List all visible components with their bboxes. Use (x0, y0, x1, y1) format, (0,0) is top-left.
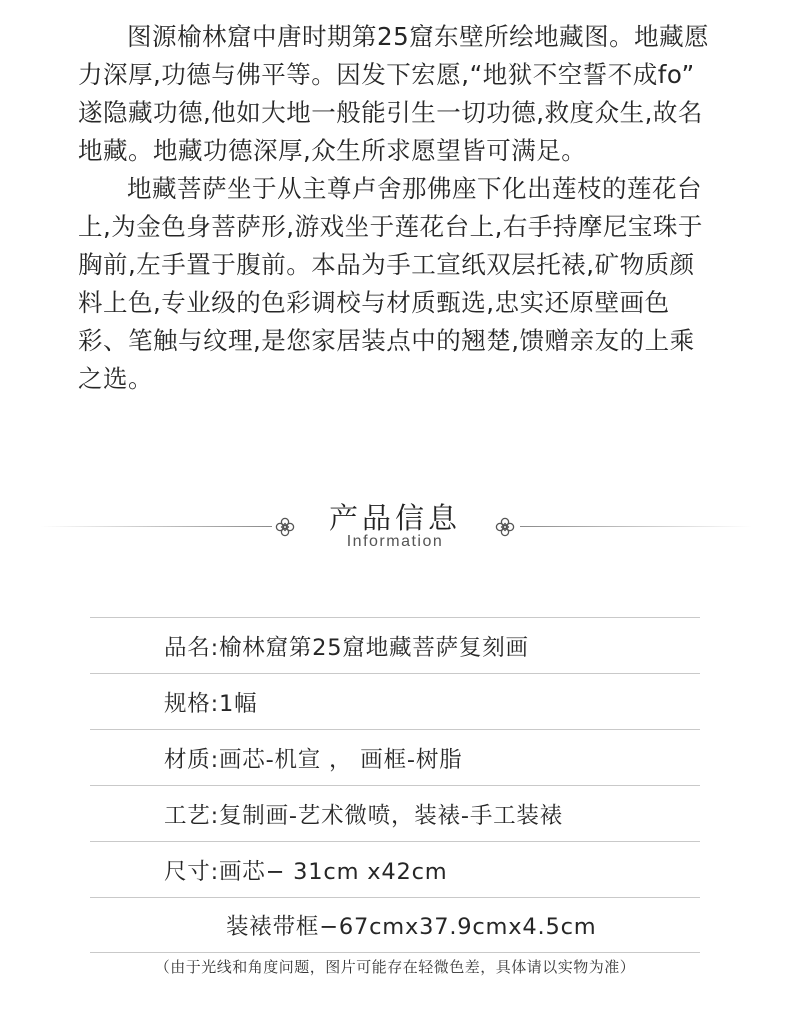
section-title: 产品信息 (328, 501, 461, 535)
divider-right (520, 526, 752, 527)
info-row-size: 尺寸:画芯− 31cm x42cm (90, 841, 700, 897)
product-info-table (90, 617, 700, 953)
color-disclaimer: （由于光线和角度问题，图片可能存在轻微色差，具体请以实物为准） (154, 958, 636, 976)
info-row-craft: 工艺:复制画-艺术微喷，装裱-手工装裱 (90, 785, 700, 841)
product-description (78, 18, 718, 398)
info-row-framed-size: 装裱带框−67cmx37.9cmx4.5cm (90, 897, 700, 953)
description-paragraph-1: 图源榆林窟中唐时期第25窟东壁所绘地藏图。地藏愿力深厚,功德与佛平等。因发下宏愿,“地狱不空誓不成fo” 遂隐藏功德,他如大地一般能引生一切功德,救度众生,故名地藏。地藏功德深厚,众生所求愿望皆可满足。 (78, 22, 710, 165)
lotus-knot-icon (494, 516, 516, 538)
info-row-spec: 规格:1幅 (90, 673, 700, 729)
info-row-name: 品名:榆林窟第25窟地藏菩萨复刻画 (90, 617, 700, 673)
info-row-material: 材质:画芯-机宣 ， 画框-树脂 (90, 729, 700, 785)
description-paragraph-2: 地藏菩萨坐于从主尊卢舍那佛座下化出莲枝的莲花台上,为金色身菩萨形,游戏坐于莲花台上,右手持摩尼宝珠于胸前,左手置于腹前。本品为手工宣纸双层托裱,矿物质颜料上色,专业级的色彩调校与材质甄选,忠实还原壁画色彩、笔触与纹理,是您家居装点中的翘楚,馈赠亲友的上乘之选。 (78, 174, 703, 393)
section-header (0, 490, 790, 560)
section-subtitle: Information (346, 533, 444, 550)
